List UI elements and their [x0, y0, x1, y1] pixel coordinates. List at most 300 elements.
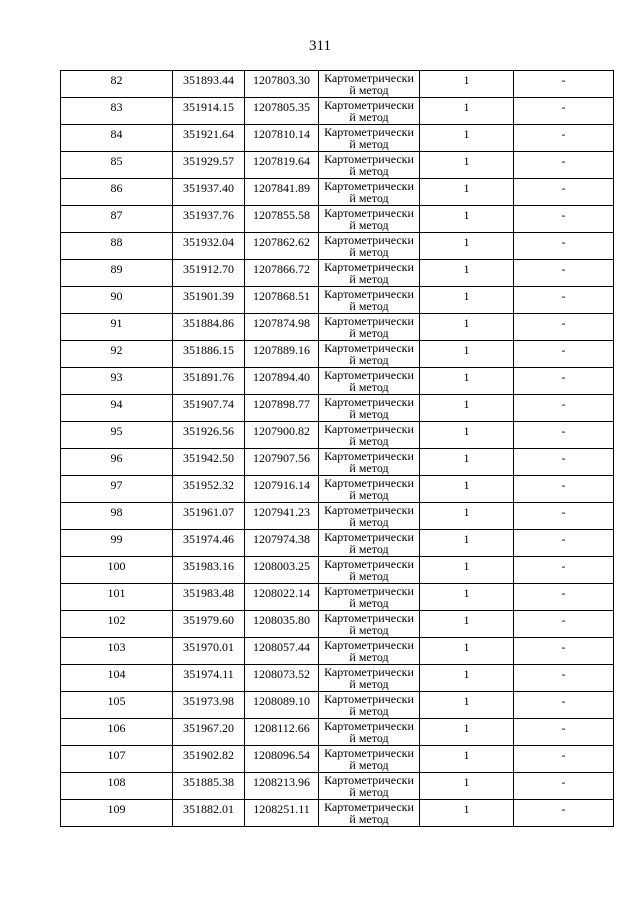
- x-coordinate: 351882.01: [183, 802, 234, 816]
- method-line-2: й метод: [349, 542, 389, 556]
- point-number: 107: [107, 748, 126, 762]
- method-cell: [319, 179, 420, 206]
- y-coordinate-cell: [245, 692, 319, 719]
- method-cell: [319, 773, 420, 800]
- method-line-1: Картометрически: [324, 368, 414, 382]
- table-row: [61, 179, 614, 206]
- y-coordinate-cell: [245, 665, 319, 692]
- method-text: [319, 719, 419, 744]
- accuracy-cell: [420, 503, 514, 530]
- x-coordinate: 351974.11: [183, 667, 234, 681]
- table-row: [61, 665, 614, 692]
- description-cell: [514, 422, 614, 449]
- method-text: [319, 584, 419, 609]
- x-coordinate: 351921.64: [183, 127, 234, 141]
- y-coordinate-cell: [245, 71, 319, 98]
- point-number-cell: [61, 557, 173, 584]
- x-coordinate-cell: [173, 152, 245, 179]
- table-row: [61, 368, 614, 395]
- x-coordinate-cell: [173, 71, 245, 98]
- point-number-cell: [61, 287, 173, 314]
- accuracy-cell: [420, 287, 514, 314]
- y-coordinate: 1208073.52: [253, 667, 310, 681]
- x-coordinate: 351974.46: [183, 532, 234, 546]
- x-coordinate: 351891.76: [183, 370, 234, 384]
- method-text: [319, 368, 419, 393]
- y-coordinate-cell: [245, 260, 319, 287]
- table-row: [61, 98, 614, 125]
- method-text: [319, 422, 419, 447]
- method-line-1: Картометрически: [324, 476, 414, 490]
- method-line-2: й метод: [349, 677, 389, 691]
- description-value: -: [561, 100, 566, 114]
- method-line-2: й метод: [349, 650, 389, 664]
- description-value: -: [561, 316, 566, 330]
- y-coordinate-cell: [245, 368, 319, 395]
- x-coordinate-cell: [173, 503, 245, 530]
- method-cell: [319, 125, 420, 152]
- y-coordinate: 1208213.96: [253, 775, 310, 789]
- description-value: -: [561, 802, 566, 816]
- point-number-cell: [61, 584, 173, 611]
- description-value: -: [561, 559, 566, 573]
- x-coordinate-cell: [173, 260, 245, 287]
- description-value: -: [561, 532, 566, 546]
- y-coordinate: 1207866.72: [253, 262, 310, 276]
- method-line-2: й метод: [349, 299, 389, 313]
- x-coordinate-cell: [173, 800, 245, 827]
- accuracy-cell: [420, 449, 514, 476]
- point-number: 96: [110, 451, 123, 465]
- method-line-2: й метод: [349, 731, 389, 745]
- point-number: 91: [110, 316, 123, 330]
- point-number-cell: [61, 152, 173, 179]
- accuracy-value: 1: [463, 181, 470, 195]
- x-coordinate-cell: [173, 449, 245, 476]
- accuracy-cell: [420, 368, 514, 395]
- method-line-2: й метод: [349, 218, 389, 232]
- method-line-2: й метод: [349, 164, 389, 178]
- y-coordinate: 1207819.64: [253, 154, 310, 168]
- y-coordinate: 1207805.35: [253, 100, 310, 114]
- accuracy-value: 1: [463, 802, 470, 816]
- description-cell: [514, 98, 614, 125]
- table-row: [61, 746, 614, 773]
- method-line-2: й метод: [349, 245, 389, 259]
- description-cell: [514, 71, 614, 98]
- method-text: [319, 800, 419, 825]
- description-cell: [514, 476, 614, 503]
- accuracy-value: 1: [463, 289, 470, 303]
- method-cell: [319, 692, 420, 719]
- accuracy-cell: [420, 341, 514, 368]
- x-coordinate: 351886.15: [183, 343, 234, 357]
- method-cell: [319, 422, 420, 449]
- x-coordinate-cell: [173, 746, 245, 773]
- accuracy-value: 1: [463, 397, 470, 411]
- method-line-1: Картометрически: [324, 179, 414, 193]
- point-number-cell: [61, 233, 173, 260]
- point-number-cell: [61, 395, 173, 422]
- point-number: 94: [110, 397, 123, 411]
- x-coordinate: 351952.32: [183, 478, 234, 492]
- method-text: [319, 773, 419, 798]
- accuracy-value: 1: [463, 748, 470, 762]
- x-coordinate: 351926.56: [183, 424, 234, 438]
- y-coordinate: 1207810.14: [253, 127, 310, 141]
- table-row: [61, 71, 614, 98]
- table-row: [61, 773, 614, 800]
- method-line-2: й метод: [349, 569, 389, 583]
- x-coordinate-cell: [173, 98, 245, 125]
- method-text: [319, 503, 419, 528]
- method-cell: [319, 233, 420, 260]
- description-cell: [514, 638, 614, 665]
- point-number-cell: [61, 179, 173, 206]
- point-number-cell: [61, 665, 173, 692]
- accuracy-cell: [420, 206, 514, 233]
- description-cell: [514, 368, 614, 395]
- point-number: 103: [107, 640, 126, 654]
- x-coordinate-cell: [173, 584, 245, 611]
- description-value: -: [561, 208, 566, 222]
- x-coordinate-cell: [173, 719, 245, 746]
- description-value: -: [561, 748, 566, 762]
- x-coordinate: 351983.16: [183, 559, 234, 573]
- method-text: [319, 557, 419, 582]
- accuracy-value: 1: [463, 424, 470, 438]
- method-cell: [319, 638, 420, 665]
- point-number: 101: [107, 586, 126, 600]
- point-number-cell: [61, 449, 173, 476]
- accuracy-value: 1: [463, 235, 470, 249]
- point-number-cell: [61, 611, 173, 638]
- y-coordinate: 1208057.44: [253, 640, 310, 654]
- table-row: [61, 584, 614, 611]
- point-number-cell: [61, 503, 173, 530]
- accuracy-cell: [420, 611, 514, 638]
- accuracy-value: 1: [463, 694, 470, 708]
- method-line-1: Картометрически: [324, 665, 414, 679]
- point-number: 105: [107, 694, 126, 708]
- y-coordinate: 1207855.58: [253, 208, 310, 222]
- point-number-cell: [61, 341, 173, 368]
- x-coordinate-cell: [173, 368, 245, 395]
- y-coordinate-cell: [245, 773, 319, 800]
- accuracy-cell: [420, 665, 514, 692]
- accuracy-value: 1: [463, 667, 470, 681]
- accuracy-cell: [420, 71, 514, 98]
- description-cell: [514, 314, 614, 341]
- y-coordinate: 1208089.10: [253, 694, 310, 708]
- y-coordinate: 1207941.23: [253, 505, 310, 519]
- table-row: [61, 206, 614, 233]
- method-line-2: й метод: [349, 488, 389, 502]
- method-cell: [319, 314, 420, 341]
- y-coordinate: 1208251.11: [253, 802, 310, 816]
- method-cell: [319, 584, 420, 611]
- method-line-2: й метод: [349, 434, 389, 448]
- y-coordinate: 1207889.16: [253, 343, 310, 357]
- accuracy-value: 1: [463, 451, 470, 465]
- method-text: [319, 152, 419, 177]
- method-line-1: Картометрически: [324, 314, 414, 328]
- method-line-1: Картометрически: [324, 152, 414, 166]
- accuracy-cell: [420, 125, 514, 152]
- point-number: 109: [107, 802, 126, 816]
- point-number: 82: [110, 73, 123, 87]
- method-text: [319, 341, 419, 366]
- description-cell: [514, 503, 614, 530]
- description-cell: [514, 260, 614, 287]
- method-line-1: Картометрически: [324, 800, 414, 814]
- accuracy-cell: [420, 179, 514, 206]
- x-coordinate: 351929.57: [183, 154, 234, 168]
- accuracy-cell: [420, 422, 514, 449]
- description-cell: [514, 530, 614, 557]
- point-number: 97: [110, 478, 123, 492]
- accuracy-cell: [420, 638, 514, 665]
- accuracy-value: 1: [463, 127, 470, 141]
- method-text: [319, 449, 419, 474]
- method-cell: [319, 341, 420, 368]
- point-number: 100: [107, 559, 126, 573]
- accuracy-cell: [420, 476, 514, 503]
- accuracy-value: 1: [463, 478, 470, 492]
- accuracy-cell: [420, 314, 514, 341]
- method-cell: [319, 206, 420, 233]
- x-coordinate: 351970.01: [183, 640, 234, 654]
- accuracy-cell: [420, 719, 514, 746]
- table-row: [61, 449, 614, 476]
- accuracy-cell: [420, 260, 514, 287]
- method-line-2: й метод: [349, 758, 389, 772]
- y-coordinate-cell: [245, 449, 319, 476]
- y-coordinate-cell: [245, 341, 319, 368]
- y-coordinate: 1207894.40: [253, 370, 310, 384]
- method-cell: [319, 395, 420, 422]
- coordinates-table: [60, 70, 614, 827]
- method-line-1: Картометрически: [324, 98, 414, 112]
- y-coordinate-cell: [245, 287, 319, 314]
- x-coordinate-cell: [173, 665, 245, 692]
- point-number: 92: [110, 343, 123, 357]
- y-coordinate: 1208035.80: [253, 613, 310, 627]
- accuracy-cell: [420, 746, 514, 773]
- y-coordinate-cell: [245, 179, 319, 206]
- description-value: -: [561, 451, 566, 465]
- x-coordinate-cell: [173, 692, 245, 719]
- point-number: 86: [110, 181, 123, 195]
- method-line-2: й метод: [349, 515, 389, 529]
- point-number-cell: [61, 260, 173, 287]
- method-line-2: й метод: [349, 191, 389, 205]
- point-number: 87: [110, 208, 123, 222]
- method-cell: [319, 449, 420, 476]
- point-number-cell: [61, 476, 173, 503]
- method-line-1: Картометрически: [324, 287, 414, 301]
- method-line-1: Картометрически: [324, 611, 414, 625]
- method-line-2: й метод: [349, 272, 389, 286]
- y-coordinate: 1208022.14: [253, 586, 310, 600]
- description-value: -: [561, 235, 566, 249]
- accuracy-value: 1: [463, 154, 470, 168]
- y-coordinate: 1207900.82: [253, 424, 310, 438]
- x-coordinate: 351893.44: [183, 73, 234, 87]
- y-coordinate: 1208112.66: [253, 721, 310, 735]
- table-row: [61, 152, 614, 179]
- method-text: [319, 476, 419, 501]
- x-coordinate: 351914.15: [183, 100, 234, 114]
- accuracy-cell: [420, 557, 514, 584]
- y-coordinate-cell: [245, 476, 319, 503]
- x-coordinate: 351901.39: [183, 289, 234, 303]
- x-coordinate: 351907.74: [183, 397, 234, 411]
- point-number-cell: [61, 314, 173, 341]
- description-cell: [514, 665, 614, 692]
- method-line-1: Картометрически: [324, 530, 414, 544]
- table-row: [61, 692, 614, 719]
- description-value: -: [561, 289, 566, 303]
- method-cell: [319, 260, 420, 287]
- method-line-1: Картометрически: [324, 746, 414, 760]
- method-text: [319, 71, 419, 96]
- method-text: [319, 530, 419, 555]
- accuracy-cell: [420, 233, 514, 260]
- x-coordinate-cell: [173, 125, 245, 152]
- accuracy-value: 1: [463, 208, 470, 222]
- page-number: 311: [309, 38, 331, 54]
- method-text: [319, 692, 419, 717]
- method-cell: [319, 503, 420, 530]
- table-row: [61, 611, 614, 638]
- accuracy-value: 1: [463, 316, 470, 330]
- point-number-cell: [61, 206, 173, 233]
- point-number: 99: [110, 532, 123, 546]
- x-coordinate-cell: [173, 773, 245, 800]
- accuracy-value: 1: [463, 640, 470, 654]
- method-cell: [319, 71, 420, 98]
- method-line-1: Картометрически: [324, 692, 414, 706]
- y-coordinate-cell: [245, 395, 319, 422]
- description-value: -: [561, 775, 566, 789]
- accuracy-value: 1: [463, 586, 470, 600]
- method-line-1: Картометрически: [324, 206, 414, 220]
- accuracy-cell: [420, 800, 514, 827]
- description-value: -: [561, 370, 566, 384]
- method-text: [319, 233, 419, 258]
- method-line-1: Картометрически: [324, 638, 414, 652]
- method-line-1: Картометрически: [324, 503, 414, 517]
- method-text: [319, 125, 419, 150]
- y-coordinate: 1207862.62: [253, 235, 310, 249]
- x-coordinate: 351973.98: [183, 694, 234, 708]
- x-coordinate-cell: [173, 638, 245, 665]
- method-text: [319, 638, 419, 663]
- description-cell: [514, 179, 614, 206]
- method-cell: [319, 557, 420, 584]
- y-coordinate: 1207841.89: [253, 181, 310, 195]
- method-line-1: Картометрически: [324, 341, 414, 355]
- method-text: [319, 260, 419, 285]
- point-number-cell: [61, 692, 173, 719]
- point-number: 84: [110, 127, 123, 141]
- method-line-1: Картометрически: [324, 395, 414, 409]
- description-cell: [514, 449, 614, 476]
- method-cell: [319, 530, 420, 557]
- table-row: [61, 341, 614, 368]
- method-line-2: й метод: [349, 812, 389, 826]
- description-value: -: [561, 478, 566, 492]
- x-coordinate: 351942.50: [183, 451, 234, 465]
- method-line-2: й метод: [349, 380, 389, 394]
- point-number-cell: [61, 71, 173, 98]
- table-row: [61, 503, 614, 530]
- accuracy-value: 1: [463, 343, 470, 357]
- x-coordinate-cell: [173, 233, 245, 260]
- accuracy-value: 1: [463, 559, 470, 573]
- method-cell: [319, 611, 420, 638]
- y-coordinate-cell: [245, 422, 319, 449]
- method-line-2: й метод: [349, 596, 389, 610]
- y-coordinate-cell: [245, 557, 319, 584]
- y-coordinate-cell: [245, 638, 319, 665]
- accuracy-value: 1: [463, 613, 470, 627]
- y-coordinate-cell: [245, 746, 319, 773]
- point-number: 89: [110, 262, 123, 276]
- method-text: [319, 206, 419, 231]
- table-row: [61, 530, 614, 557]
- point-number-cell: [61, 98, 173, 125]
- method-text: [319, 611, 419, 636]
- description-cell: [514, 719, 614, 746]
- point-number: 108: [107, 775, 126, 789]
- description-cell: [514, 287, 614, 314]
- accuracy-value: 1: [463, 505, 470, 519]
- accuracy-cell: [420, 98, 514, 125]
- accuracy-value: 1: [463, 775, 470, 789]
- y-coordinate-cell: [245, 611, 319, 638]
- description-cell: [514, 233, 614, 260]
- point-number-cell: [61, 125, 173, 152]
- x-coordinate-cell: [173, 611, 245, 638]
- y-coordinate-cell: [245, 503, 319, 530]
- method-line-2: й метод: [349, 137, 389, 151]
- x-coordinate-cell: [173, 179, 245, 206]
- point-number-cell: [61, 800, 173, 827]
- table-row: [61, 395, 614, 422]
- method-text: [319, 287, 419, 312]
- x-coordinate-cell: [173, 287, 245, 314]
- y-coordinate: 1207916.14: [253, 478, 310, 492]
- method-cell: [319, 152, 420, 179]
- description-value: -: [561, 343, 566, 357]
- x-coordinate-cell: [173, 422, 245, 449]
- accuracy-cell: [420, 530, 514, 557]
- point-number: 104: [107, 667, 126, 681]
- x-coordinate: 351961.07: [183, 505, 234, 519]
- table-row: [61, 260, 614, 287]
- coordinates-table-body: [61, 71, 614, 827]
- point-number-cell: [61, 719, 173, 746]
- method-cell: [319, 368, 420, 395]
- method-line-2: й метод: [349, 407, 389, 421]
- method-text: [319, 179, 419, 204]
- point-number-cell: [61, 746, 173, 773]
- y-coordinate-cell: [245, 584, 319, 611]
- x-coordinate-cell: [173, 476, 245, 503]
- table-row: [61, 719, 614, 746]
